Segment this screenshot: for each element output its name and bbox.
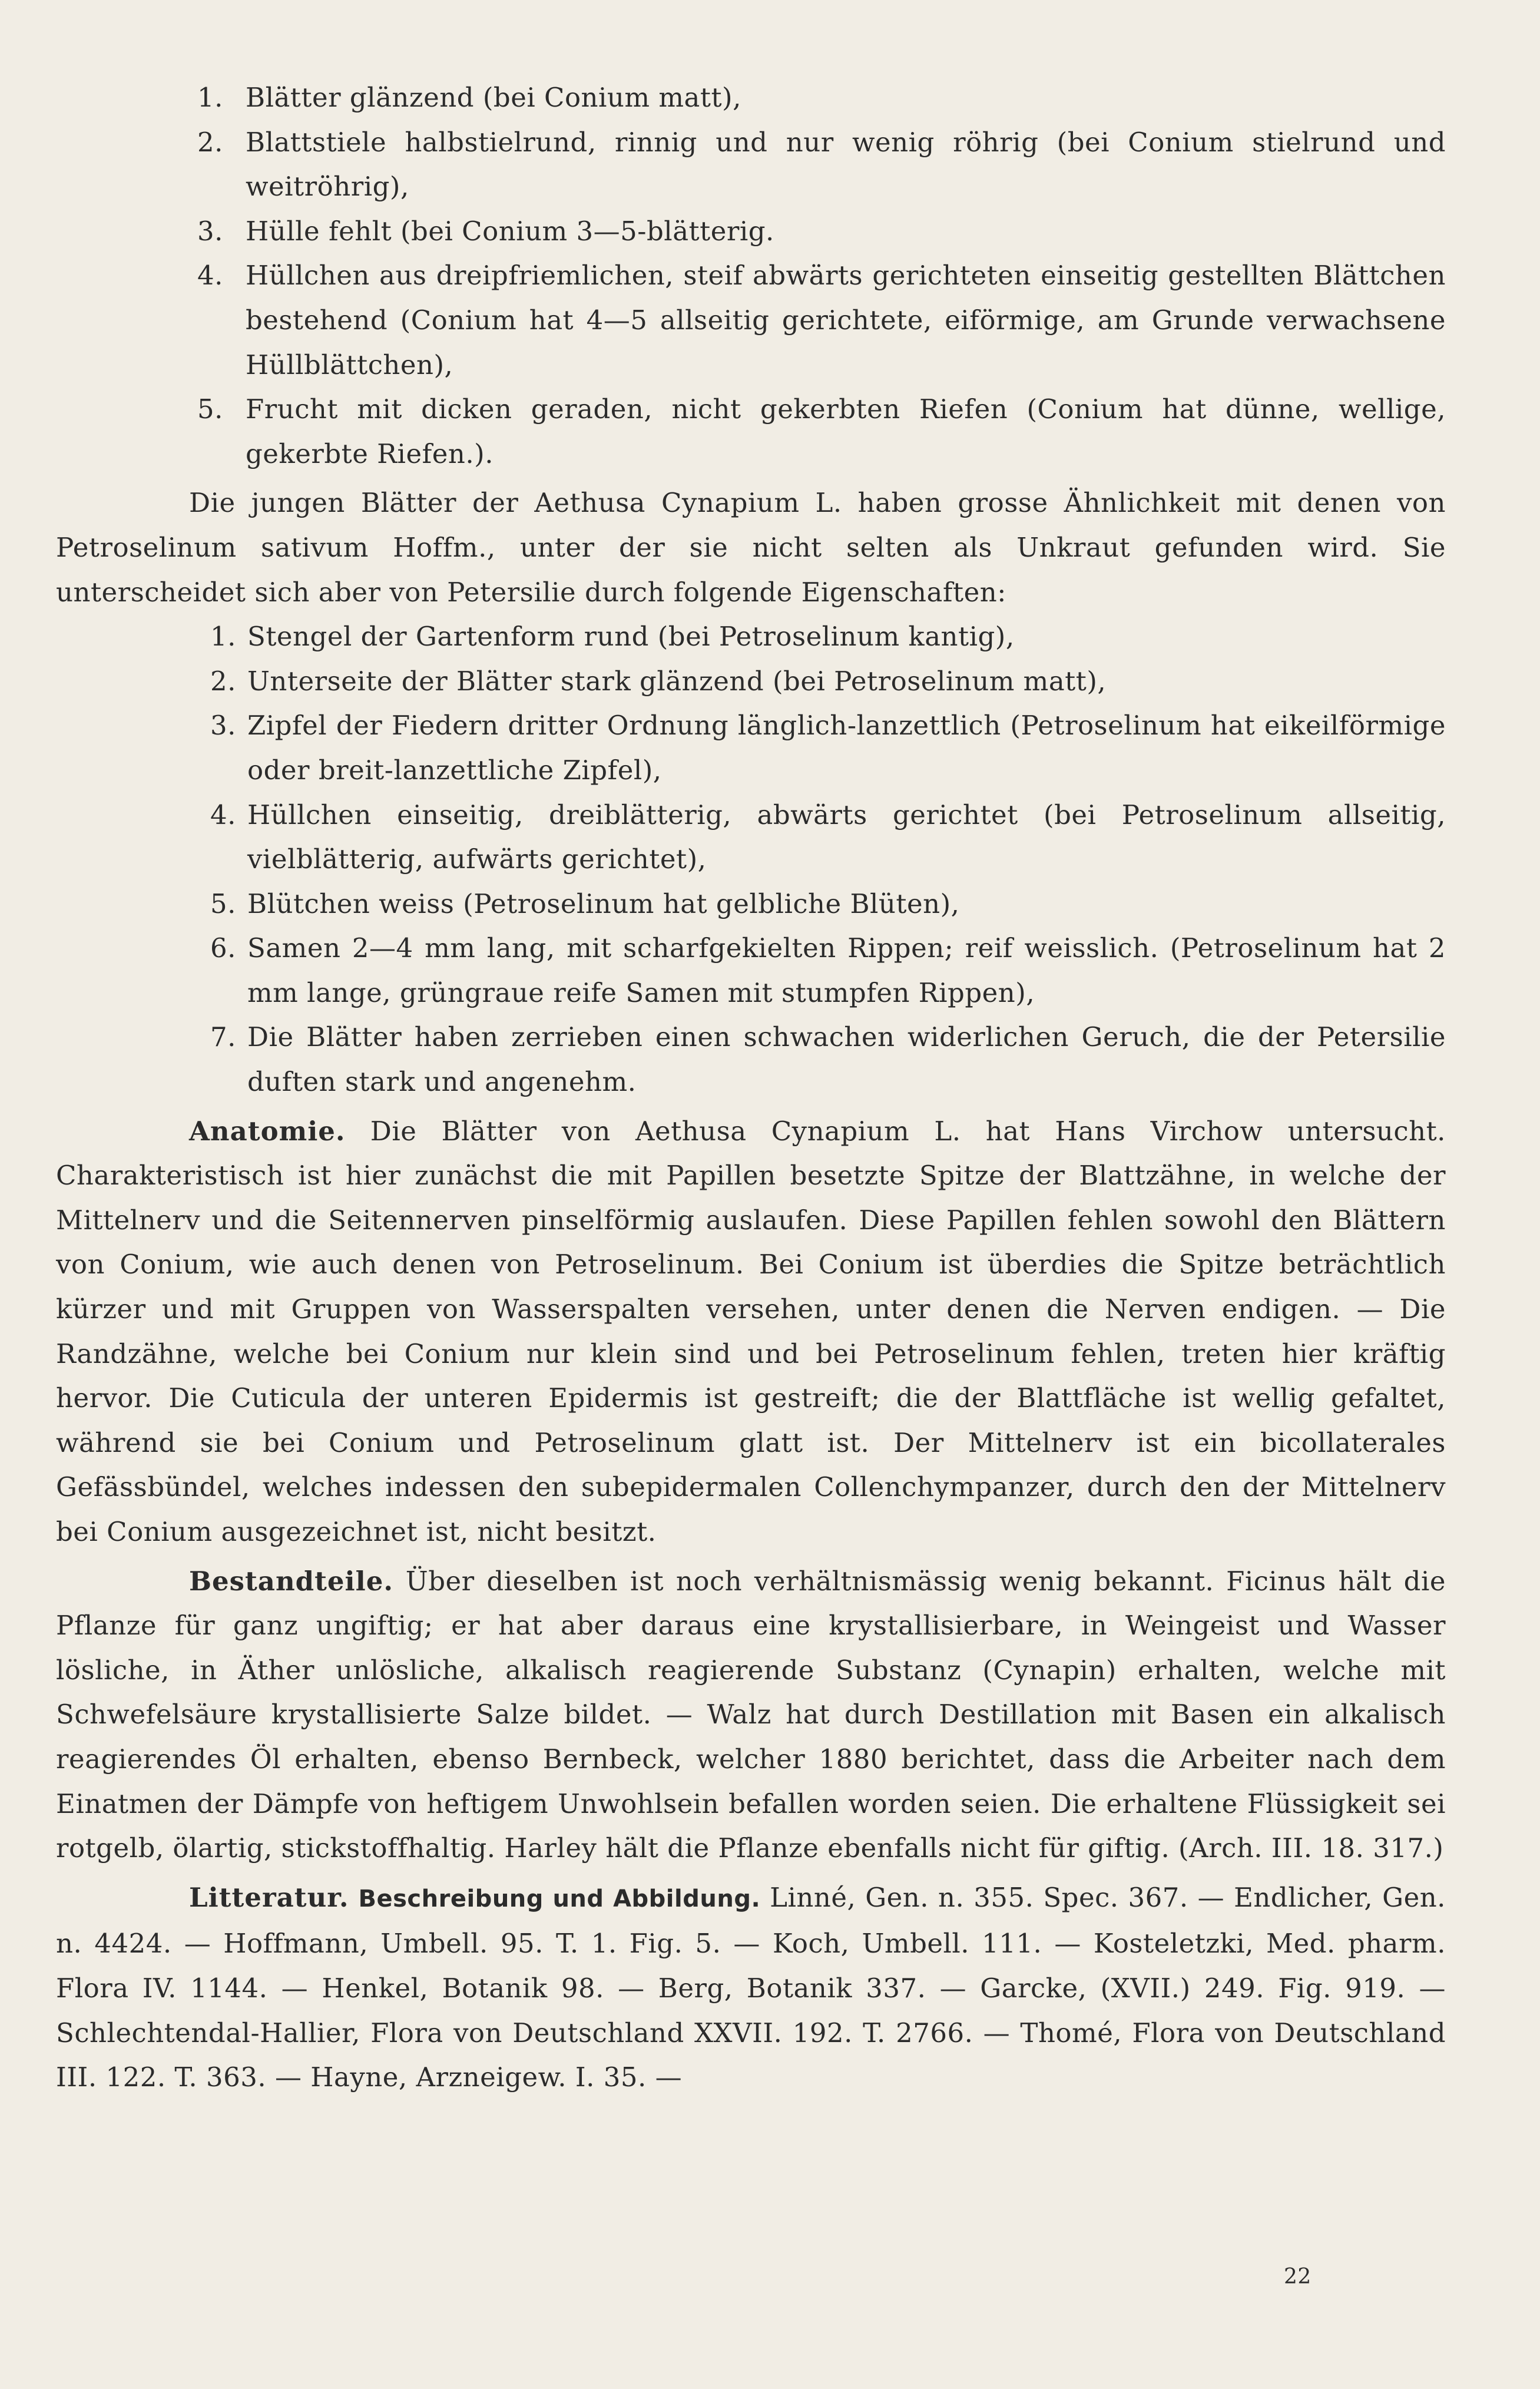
petroselinum-intro-paragraph: Die jungen Blätter der Aethusa Cynapium L. haben grosse Ähnlichkeit mit denen von Petroselinum sativum Hoffm., unter der sie nicht selten als Unkraut gefunden wird. Sie unterscheidet sich aber von Petersilie durch folgende Eigenschaften:: [56, 487, 1446, 608]
list-number: 6.: [210, 932, 236, 964]
petroselinum-differences-list: [56, 614, 1446, 1104]
list-text: Unterseite der Blätter stark glänzend (bei Petroselinum matt),: [247, 665, 1107, 697]
list-item: [56, 253, 1446, 387]
list-text: Die Blätter haben zerrieben einen schwachen widerlichen Geruch, die der Petersilie duften stark und angenehm.: [247, 1021, 1446, 1098]
list-text: Hülle fehlt (bei Conium 3—5-blätterig.: [246, 215, 774, 247]
litteratur-text: Linné, Gen. n. 355. Spec. 367. — Endlicher, Gen. n. 4424. — Hoffmann, Umbell. 95. T. 1. Fig. 5. — Koch, Umbell. 111. — Kosteletzki, Med. pharm. Flora IV. 1144. — Henkel, Botanik 98. — Berg, Botanik 337. — Garcke, (XVII.) 249. Fig. 919. — Schlechtendal-Hallier, Flora von Deutschland XXVII. 192. T. 2766. — Thomé, Flora von Deutschland III. 122. T. 363. — Hayne, Arzneigew. I. 35. —: [56, 1881, 1446, 2093]
list-item: [56, 120, 1446, 209]
list-number: 1.: [197, 82, 223, 113]
list-number: 3.: [197, 215, 223, 247]
anatomie-text: Die Blätter von Aethusa Cynapium L. hat Hans Virchow untersucht. Charakteristisch ist hier zunächst die mit Papillen besetzte Spitze der Blattzähne, in welche der Mittelnerv und die Seitennerven pinselförmig auslaufen. Diese Papillen fehlen sowohl den Blättern von Conium, wie auch denen von Petroselinum. Bei Conium ist überdies die Spitze beträchtlich kürzer und mit Gruppen von Wasserspalten versehen, unter denen die Nerven endigen. — Die Randzähne, welche bei Conium nur klein sind und bei Petroselinum fehlen, treten hier kräftig hervor. Die Cuticula der unteren Epidermis ist gestreift; die der Blattfläche ist wellig gefaltet, während sie bei Conium und Petroselinum glatt ist. Der Mittelnerv ist ein bicollaterales Gefässbündel, welches indessen den subepidermalen Collenchympanzer, durch den der Mittelnerv bei Conium ausgezeichnet ist, nicht besitzt.: [56, 1115, 1446, 1547]
list-number: 2.: [197, 126, 223, 158]
list-text: Blätter glänzend (bei Conium matt),: [246, 82, 741, 113]
list-text: Hüllchen einseitig, dreiblätterig, abwärts gerichtet (bei Petroselinum allseitig, vielblätterig, aufwärts gerichtet),: [247, 799, 1446, 875]
bestandteile-section: [56, 1559, 1446, 1871]
anatomie-heading: Anatomie.: [189, 1115, 346, 1147]
list-number: 2.: [210, 665, 236, 697]
list-text: Blattstiele halbstielrund, rinnig und nur wenig röhrig (bei Conium stielrund und weitröhrig),: [246, 126, 1446, 203]
list-text: Samen 2—4 mm lang, mit scharfgekielten Rippen; reif weisslich. (Petroselinum hat 2 mm lange, grüngraue reife Samen mit stumpfen Rippen),: [247, 932, 1446, 1008]
list-item: [56, 614, 1446, 659]
litteratur-heading: Litteratur.: [189, 1881, 349, 1913]
list-item: [56, 1015, 1446, 1104]
list-number: 5.: [210, 888, 236, 919]
conium-differences-list: [56, 75, 1446, 476]
bestandteile-heading: Bestandteile.: [189, 1565, 394, 1597]
litteratur-subheading: Beschreibung und Abbildung.: [358, 1885, 761, 1912]
list-item: [56, 75, 1446, 120]
list-number: 7.: [210, 1021, 236, 1053]
list-number: 5.: [197, 393, 223, 425]
list-item: [56, 793, 1446, 882]
list-item: [56, 209, 1446, 254]
anatomie-section: [56, 1109, 1446, 1554]
list-item: [56, 387, 1446, 476]
list-item: [56, 882, 1446, 927]
list-text: Stengel der Gartenform rund (bei Petroselinum kantig),: [247, 621, 1015, 653]
list-text: Zipfel der Fiedern dritter Ordnung länglich-lanzettlich (Petroselinum hat eikeilförmige oder breit-lanzettliche Zipfel),: [247, 710, 1446, 786]
list-number: 1.: [210, 621, 236, 653]
list-item: [56, 659, 1446, 704]
list-text: Frucht mit dicken geraden, nicht gekerbten Riefen (Conium hat dünne, wellige, gekerbte Riefen.).: [246, 393, 1446, 469]
list-text: Blütchen weiss (Petroselinum hat gelbliche Blüten),: [247, 888, 960, 919]
list-item: [56, 703, 1446, 792]
page-number: 22: [1284, 2265, 1312, 2289]
list-number: 4.: [197, 260, 223, 292]
litteratur-section: [56, 1875, 1446, 2100]
list-number: 3.: [210, 710, 236, 742]
list-number: 4.: [210, 799, 236, 830]
list-text: Hüllchen aus dreipfriemlichen, steif abwärts gerichteten einseitig gestellten Blättchen bestehend (Conium hat 4—5 allseitig gerichtete, eiförmige, am Grunde verwachsene Hüllblättchen),: [246, 260, 1446, 380]
bestandteile-text: Über dieselben ist noch verhältnismässig wenig bekannt. Ficinus hält die Pflanze für ganz ungiftig; er hat aber daraus eine krystallisierbare, in Weingeist und Wasser lösliche, in Äther unlösliche, alkalisch reagierende Substanz (Cynapin) erhalten, welche mit Schwefelsäure krystallisierte Salze bildet. — Walz hat durch Destillation mit Basen ein alkalisch reagierendes Öl erhalten, ebenso Bernbeck, welcher 1880 berichtet, dass die Arbeiter nach dem Einatmen der Dämpfe von heftigem Unwohlsein befallen worden seien. Die erhaltene Flüssigkeit sei rotgelb, ölartig, stickstoffhaltig. Harley hält die Pflanze ebenfalls nicht für giftig. (Arch. III. 18. 317.): [56, 1565, 1446, 1864]
list-item: [56, 926, 1446, 1015]
